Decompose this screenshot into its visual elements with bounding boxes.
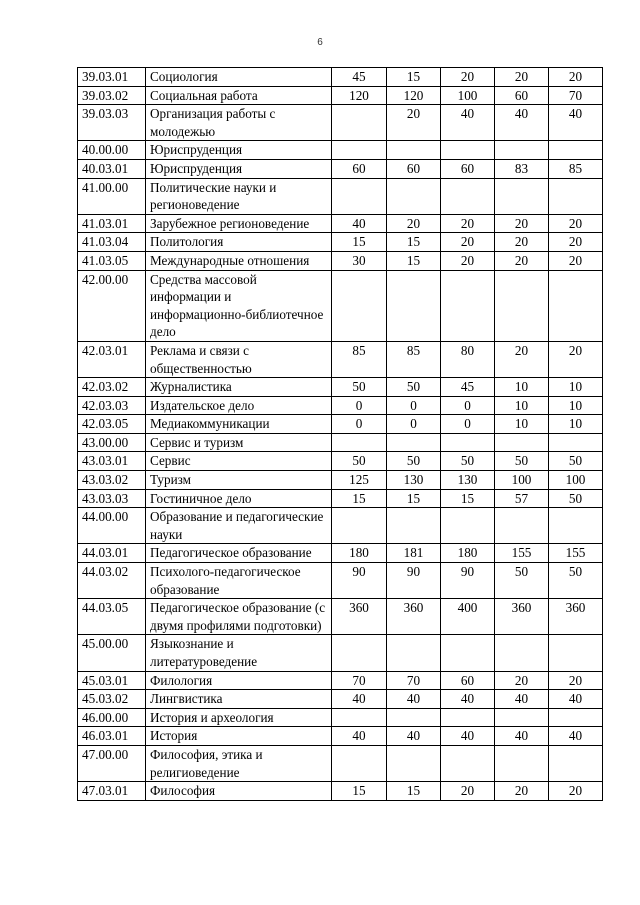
table-row (78, 635, 603, 671)
value-cell: 15 (387, 489, 441, 508)
value-cell: 15 (332, 489, 387, 508)
value-cell: 181 (387, 544, 441, 563)
specialty-code-cell: 42.00.00 (78, 270, 146, 341)
value-cell: 20 (495, 782, 549, 801)
value-cell: 40 (332, 727, 387, 746)
specialty-name-cell: Социальная работа (146, 86, 332, 105)
specialty-code-cell: 42.03.03 (78, 396, 146, 415)
value-cell (332, 141, 387, 160)
value-cell (332, 745, 387, 781)
value-cell: 125 (332, 471, 387, 490)
table-body (78, 68, 603, 801)
value-cell (495, 141, 549, 160)
value-cell: 10 (549, 378, 603, 397)
value-cell (332, 105, 387, 141)
specialty-name-cell: Педагогическое образование (с двумя профилями подготовки) (146, 599, 332, 635)
specialty-code-cell: 39.03.02 (78, 86, 146, 105)
specialty-code-cell: 43.03.02 (78, 471, 146, 490)
value-cell: 10 (549, 396, 603, 415)
value-cell (387, 508, 441, 544)
value-cell: 40 (495, 727, 549, 746)
value-cell: 50 (549, 563, 603, 599)
value-cell: 20 (441, 782, 495, 801)
table-row (78, 159, 603, 178)
value-cell (332, 433, 387, 452)
value-cell: 50 (387, 378, 441, 397)
value-cell: 20 (549, 671, 603, 690)
value-cell: 90 (387, 563, 441, 599)
value-cell: 120 (332, 86, 387, 105)
value-cell: 70 (387, 671, 441, 690)
specialty-code-cell: 40.03.01 (78, 159, 146, 178)
value-cell: 100 (549, 471, 603, 490)
table-row (78, 341, 603, 377)
value-cell: 80 (441, 341, 495, 377)
specialty-code-cell: 43.00.00 (78, 433, 146, 452)
value-cell (441, 635, 495, 671)
value-cell: 50 (495, 452, 549, 471)
value-cell: 20 (549, 68, 603, 87)
table-row (78, 378, 603, 397)
value-cell: 20 (387, 214, 441, 233)
value-cell: 40 (549, 690, 603, 709)
specialty-code-cell: 45.00.00 (78, 635, 146, 671)
specialty-name-cell: Туризм (146, 471, 332, 490)
value-cell: 20 (441, 251, 495, 270)
value-cell: 0 (441, 415, 495, 434)
table-row (78, 105, 603, 141)
specialty-name-cell: Международные отношения (146, 251, 332, 270)
value-cell: 50 (549, 489, 603, 508)
table-row (78, 452, 603, 471)
table-row (78, 671, 603, 690)
specialty-code-cell: 43.03.03 (78, 489, 146, 508)
value-cell: 10 (495, 396, 549, 415)
admission-plan-table (77, 67, 603, 801)
value-cell (549, 141, 603, 160)
specialty-name-cell: Языкознание и литературоведение (146, 635, 332, 671)
specialty-code-cell: 42.03.01 (78, 341, 146, 377)
table-row (78, 251, 603, 270)
value-cell: 15 (332, 233, 387, 252)
table-row (78, 178, 603, 214)
value-cell: 20 (495, 68, 549, 87)
value-cell: 50 (332, 452, 387, 471)
table-row (78, 86, 603, 105)
value-cell (549, 508, 603, 544)
value-cell: 40 (332, 690, 387, 709)
table-row (78, 415, 603, 434)
value-cell: 40 (332, 214, 387, 233)
value-cell: 60 (441, 671, 495, 690)
value-cell: 360 (495, 599, 549, 635)
value-cell: 60 (332, 159, 387, 178)
value-cell (441, 178, 495, 214)
table-row (78, 727, 603, 746)
value-cell (495, 178, 549, 214)
value-cell (332, 508, 387, 544)
value-cell: 180 (332, 544, 387, 563)
value-cell (549, 178, 603, 214)
specialty-code-cell: 45.03.02 (78, 690, 146, 709)
value-cell (332, 178, 387, 214)
value-cell: 15 (441, 489, 495, 508)
value-cell (495, 708, 549, 727)
value-cell (549, 433, 603, 452)
page-number: 6 (317, 37, 323, 48)
value-cell: 50 (441, 452, 495, 471)
specialty-name-cell: Гостиничное дело (146, 489, 332, 508)
specialty-name-cell: Лингвистика (146, 690, 332, 709)
value-cell: 20 (387, 105, 441, 141)
specialty-name-cell: Реклама и связи с общественностью (146, 341, 332, 377)
value-cell: 15 (387, 68, 441, 87)
value-cell: 360 (387, 599, 441, 635)
value-cell: 130 (387, 471, 441, 490)
value-cell: 360 (549, 599, 603, 635)
value-cell (332, 635, 387, 671)
value-cell: 57 (495, 489, 549, 508)
value-cell: 40 (441, 727, 495, 746)
value-cell: 50 (332, 378, 387, 397)
value-cell: 15 (332, 782, 387, 801)
value-cell (441, 433, 495, 452)
value-cell: 83 (495, 159, 549, 178)
value-cell (495, 635, 549, 671)
specialty-name-cell: Юриспруденция (146, 141, 332, 160)
table-row (78, 433, 603, 452)
value-cell (549, 745, 603, 781)
value-cell: 40 (387, 727, 441, 746)
value-cell: 50 (549, 452, 603, 471)
value-cell: 40 (495, 690, 549, 709)
value-cell: 50 (387, 452, 441, 471)
value-cell: 0 (332, 396, 387, 415)
value-cell (332, 708, 387, 727)
value-cell: 40 (549, 727, 603, 746)
specialty-code-cell: 46.00.00 (78, 708, 146, 727)
specialty-name-cell: Философия (146, 782, 332, 801)
value-cell (387, 178, 441, 214)
table-row (78, 708, 603, 727)
value-cell: 155 (495, 544, 549, 563)
value-cell (549, 708, 603, 727)
value-cell: 20 (495, 671, 549, 690)
table-row (78, 599, 603, 635)
value-cell: 60 (495, 86, 549, 105)
value-cell: 20 (549, 782, 603, 801)
value-cell: 20 (441, 233, 495, 252)
value-cell: 40 (441, 690, 495, 709)
specialty-code-cell: 46.03.01 (78, 727, 146, 746)
table-row (78, 508, 603, 544)
value-cell: 10 (495, 415, 549, 434)
specialty-code-cell: 39.03.03 (78, 105, 146, 141)
value-cell: 40 (387, 690, 441, 709)
specialty-code-cell: 41.03.01 (78, 214, 146, 233)
value-cell: 70 (549, 86, 603, 105)
specialty-name-cell: Издательское дело (146, 396, 332, 415)
value-cell (441, 270, 495, 341)
value-cell: 20 (495, 233, 549, 252)
specialty-code-cell: 42.03.02 (78, 378, 146, 397)
specialty-name-cell: Организация работы с молодежью (146, 105, 332, 141)
value-cell: 20 (495, 214, 549, 233)
value-cell: 120 (387, 86, 441, 105)
value-cell: 400 (441, 599, 495, 635)
value-cell (441, 745, 495, 781)
value-cell: 45 (332, 68, 387, 87)
value-cell: 20 (495, 341, 549, 377)
value-cell (441, 141, 495, 160)
value-cell (495, 270, 549, 341)
value-cell: 20 (441, 214, 495, 233)
value-cell: 85 (549, 159, 603, 178)
value-cell: 45 (441, 378, 495, 397)
value-cell: 130 (441, 471, 495, 490)
value-cell: 100 (495, 471, 549, 490)
value-cell: 20 (495, 251, 549, 270)
specialty-name-cell: История (146, 727, 332, 746)
table-row (78, 544, 603, 563)
specialty-name-cell: Социология (146, 68, 332, 87)
value-cell: 0 (332, 415, 387, 434)
value-cell (387, 708, 441, 727)
value-cell (387, 141, 441, 160)
table-row (78, 396, 603, 415)
value-cell: 70 (332, 671, 387, 690)
specialty-code-cell: 40.00.00 (78, 141, 146, 160)
value-cell (441, 708, 495, 727)
value-cell (441, 508, 495, 544)
specialty-code-cell: 44.03.02 (78, 563, 146, 599)
value-cell: 50 (495, 563, 549, 599)
value-cell (387, 745, 441, 781)
value-cell (332, 270, 387, 341)
value-cell: 10 (495, 378, 549, 397)
value-cell: 90 (441, 563, 495, 599)
specialty-code-cell: 41.00.00 (78, 178, 146, 214)
table-row (78, 270, 603, 341)
specialty-name-cell: Медиакоммуникации (146, 415, 332, 434)
specialty-name-cell: Журналистика (146, 378, 332, 397)
table-row (78, 563, 603, 599)
specialty-name-cell: Средства массовой информации и информационно-библиотечное дело (146, 270, 332, 341)
specialty-code-cell: 44.00.00 (78, 508, 146, 544)
specialty-name-cell: Педагогическое образование (146, 544, 332, 563)
value-cell (495, 745, 549, 781)
table-row (78, 233, 603, 252)
value-cell (495, 433, 549, 452)
specialty-name-cell: Сервис (146, 452, 332, 471)
value-cell: 180 (441, 544, 495, 563)
value-cell: 40 (441, 105, 495, 141)
specialty-code-cell: 44.03.01 (78, 544, 146, 563)
value-cell (387, 433, 441, 452)
value-cell: 30 (332, 251, 387, 270)
specialty-code-cell: 41.03.04 (78, 233, 146, 252)
specialty-name-cell: Политические науки и регионоведение (146, 178, 332, 214)
specialty-name-cell: Философия, этика и религиоведение (146, 745, 332, 781)
specialty-name-cell: Сервис и туризм (146, 433, 332, 452)
specialty-name-cell: Политология (146, 233, 332, 252)
table-row (78, 471, 603, 490)
value-cell: 15 (387, 251, 441, 270)
table-row (78, 489, 603, 508)
specialty-name-cell: Образование и педагогические науки (146, 508, 332, 544)
value-cell: 15 (387, 233, 441, 252)
value-cell: 155 (549, 544, 603, 563)
value-cell: 100 (441, 86, 495, 105)
specialty-code-cell: 47.00.00 (78, 745, 146, 781)
specialty-name-cell: Юриспруденция (146, 159, 332, 178)
value-cell: 40 (549, 105, 603, 141)
value-cell: 60 (441, 159, 495, 178)
value-cell: 15 (387, 782, 441, 801)
specialty-code-cell: 41.03.05 (78, 251, 146, 270)
specialty-name-cell: История и археология (146, 708, 332, 727)
specialty-name-cell: Филология (146, 671, 332, 690)
specialty-code-cell: 43.03.01 (78, 452, 146, 471)
table-row (78, 782, 603, 801)
specialty-name-cell: Зарубежное регионоведение (146, 214, 332, 233)
specialty-name-cell: Психолого-педагогическое образование (146, 563, 332, 599)
value-cell: 20 (549, 214, 603, 233)
table-row (78, 745, 603, 781)
table-row (78, 690, 603, 709)
specialty-code-cell: 45.03.01 (78, 671, 146, 690)
specialty-code-cell: 47.03.01 (78, 782, 146, 801)
value-cell (549, 635, 603, 671)
value-cell: 0 (441, 396, 495, 415)
specialty-code-cell: 39.03.01 (78, 68, 146, 87)
value-cell: 90 (332, 563, 387, 599)
value-cell: 0 (387, 396, 441, 415)
specialty-code-cell: 44.03.05 (78, 599, 146, 635)
value-cell: 60 (387, 159, 441, 178)
table-row (78, 68, 603, 87)
value-cell: 85 (332, 341, 387, 377)
value-cell: 20 (549, 341, 603, 377)
value-cell (495, 508, 549, 544)
specialty-code-cell: 42.03.05 (78, 415, 146, 434)
value-cell: 0 (387, 415, 441, 434)
value-cell: 360 (332, 599, 387, 635)
table-row (78, 141, 603, 160)
value-cell: 10 (549, 415, 603, 434)
table-row (78, 214, 603, 233)
value-cell (387, 270, 441, 341)
value-cell: 20 (441, 68, 495, 87)
value-cell: 85 (387, 341, 441, 377)
value-cell (549, 270, 603, 341)
value-cell (387, 635, 441, 671)
value-cell: 40 (495, 105, 549, 141)
value-cell: 20 (549, 233, 603, 252)
value-cell: 20 (549, 251, 603, 270)
